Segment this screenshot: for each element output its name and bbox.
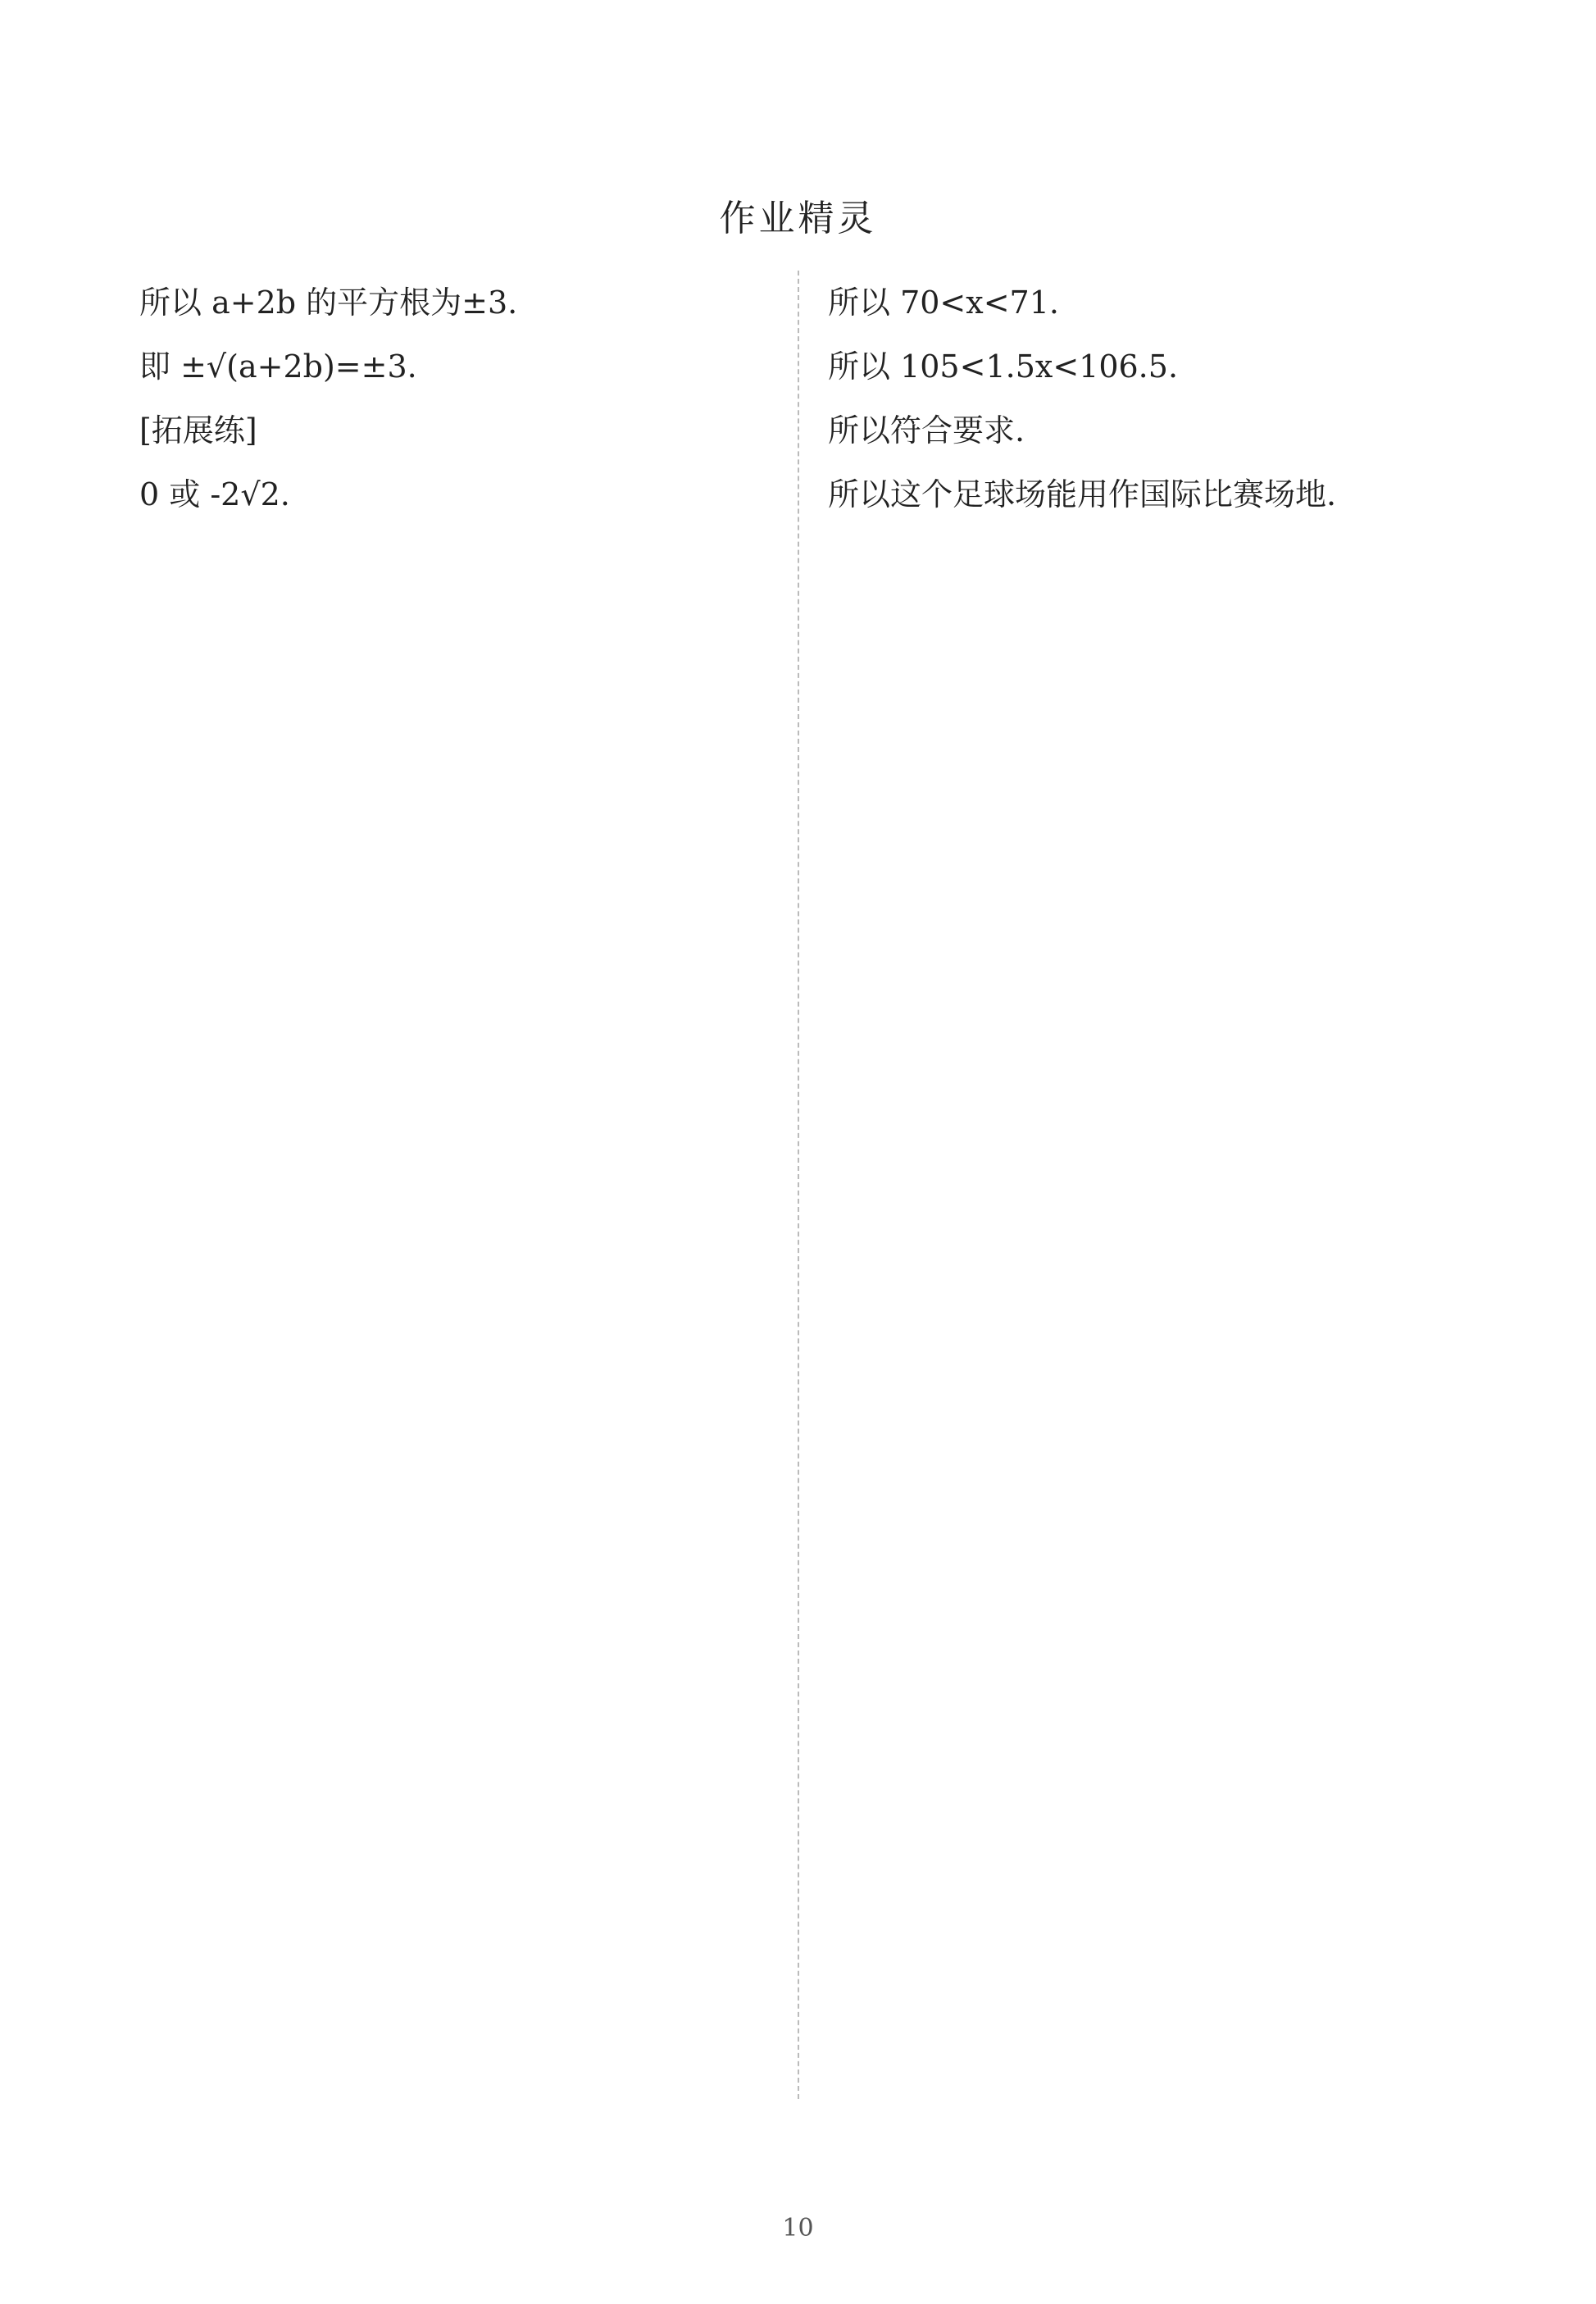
- right-column: [828, 271, 1500, 526]
- left-column: [139, 271, 812, 526]
- column-divider: [798, 271, 799, 2099]
- right-line: 所以 105<1.5x<106.5.: [828, 348, 1179, 385]
- right-line: 所以 70<x<71.: [828, 285, 1059, 321]
- right-line: 所以这个足球场能用作国际比赛场地.: [828, 476, 1337, 512]
- left-line: [拓展练]: [139, 412, 257, 449]
- right-line: 所以符合要求.: [828, 412, 1025, 449]
- left-line: 0 或 -2√2.: [139, 476, 290, 512]
- left-line: 即 ±√(a+2b)=±3.: [139, 348, 417, 385]
- left-line: 所以 a+2b 的平方根为±3.: [139, 285, 518, 321]
- page-title: 作业精灵: [719, 198, 877, 239]
- page-number: 10: [782, 2214, 814, 2243]
